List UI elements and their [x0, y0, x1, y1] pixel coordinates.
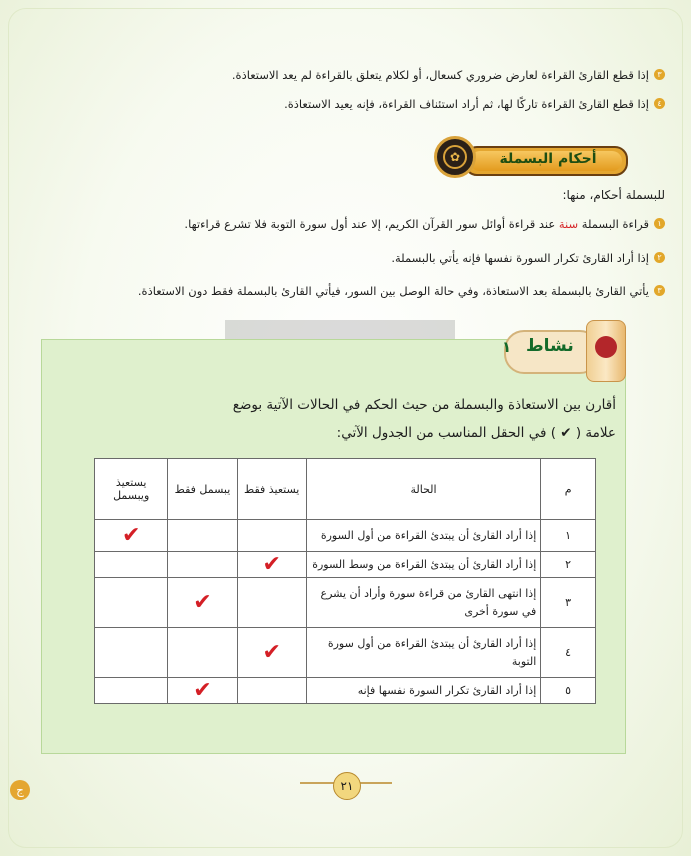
row-case-text: إذا انتهى القارئ من قراءة سورة وأراد أن يشرع في سورة أخرى: [306, 578, 540, 628]
table-header-row: [95, 459, 596, 520]
item-number: ٤: [654, 98, 665, 109]
intro-text: للبسملة أحكام، منها:: [562, 188, 665, 202]
item-number: ٣: [654, 69, 665, 80]
row-case-text: إذا أراد القارئ تكرار السورة نفسها فإنه: [306, 678, 540, 704]
check-mark-icon: ✔: [262, 639, 281, 665]
row-case-text: إذا أراد القارئ أن يبتدئ القراءة من أول السورة: [306, 520, 540, 552]
row-number: ٥: [541, 678, 596, 704]
table-row: [95, 552, 596, 578]
answer-cell[interactable]: [237, 628, 306, 678]
answer-cell[interactable]: [95, 520, 168, 552]
item-text: إذا قطع القارئ القراءة تاركًا لها، ثم أراد استئناف القراءة، فإنه يعيد الاستعاذة.: [284, 97, 649, 111]
item-number: ٢: [654, 252, 665, 263]
table-row: [95, 678, 596, 704]
check-mark-icon: ✔: [193, 677, 212, 703]
item-text: إذا قطع القارئ القراءة لعارض ضروري كسعال، أو لكلام يتعلق بالقراءة لم يعد الاستعاذة.: [231, 68, 649, 82]
section-title: أحكام البسملة: [499, 151, 597, 167]
activity-instruction-line1: أقارن بين الاستعاذة والبسملة من حيث الحكم في الحالات الآتية بوضع: [232, 397, 616, 413]
item-text: يأتي القارئ بالبسملة بعد الاستعاذة، وفي حالة الوصل بين السور، فيأتي القارئ بالبسملة فقط دون الاستعاذة.: [137, 284, 649, 298]
comparison-table: [94, 458, 596, 704]
table-row: [95, 520, 596, 552]
section-header: [428, 132, 633, 184]
answer-cell[interactable]: [95, 578, 168, 628]
row-number: ٣: [541, 578, 596, 628]
ornament-medal-icon: ✿: [434, 136, 476, 178]
answer-cell[interactable]: [168, 678, 237, 704]
answer-cell[interactable]: [95, 678, 168, 704]
answer-cell[interactable]: [168, 628, 237, 678]
seal-icon: [595, 336, 617, 358]
page-number: [300, 772, 392, 800]
col-header-case: الحالة: [306, 459, 540, 520]
list-item: [25, 95, 665, 113]
item-number: ١: [654, 218, 665, 229]
col-header-number: م: [541, 459, 596, 520]
answer-cell[interactable]: [237, 578, 306, 628]
answer-cell[interactable]: [95, 552, 168, 578]
list-item: [25, 249, 665, 267]
check-mark-icon: ✔: [262, 551, 281, 577]
row-number: ٢: [541, 552, 596, 578]
item-text: إذا أراد القارئ تكرار السورة نفسها فإنه يأتي بالبسملة.: [391, 251, 649, 265]
answer-cell[interactable]: [168, 552, 237, 578]
item-number: ٣: [654, 285, 665, 296]
col-header-basmala-only: يبسمل فقط: [168, 459, 237, 520]
col-header-isti-adha-only: يستعيذ فقط: [237, 459, 306, 520]
answer-cell[interactable]: [237, 520, 306, 552]
check-mark-icon: ✔: [193, 589, 212, 615]
page-number-text: ٢١: [333, 772, 361, 800]
answer-cell[interactable]: [237, 678, 306, 704]
activity-index: ١: [502, 338, 512, 356]
answer-cell[interactable]: [168, 578, 237, 628]
activity-tag: [500, 318, 628, 384]
activity-instruction-line2: علامة ( ✔ ) في الحقل المناسب من الجدول الآتي:: [336, 425, 616, 441]
row-number: ٤: [541, 628, 596, 678]
check-mark-icon: ✔: [121, 522, 141, 548]
answer-cell[interactable]: [237, 552, 306, 578]
brand-logo-icon: ج: [10, 780, 30, 800]
activity-label: نشاط: [526, 336, 574, 356]
list-item: ١ قراءة البسملة سنة عند قراءة أوائل سور القرآن الكريم، إلا عند أول سورة التوبة فلا تشرع قراءتها.: [25, 215, 665, 233]
table-row: [95, 628, 596, 678]
list-item: [25, 282, 665, 300]
col-header-both: يستعيذ ويبسمل: [95, 459, 168, 520]
row-case-text: إذا أراد القارئ أن يبتدئ القراءة من وسط السورة: [306, 552, 540, 578]
answer-cell[interactable]: [95, 628, 168, 678]
list-item: [25, 66, 665, 84]
highlight-text: سنة: [558, 217, 579, 231]
answer-cell[interactable]: [168, 520, 237, 552]
row-case-text: إذا أراد القارئ أن يبتدئ القراءة من أول سورة التوبة: [306, 628, 540, 678]
row-number: ١: [541, 520, 596, 552]
table-row: [95, 578, 596, 628]
